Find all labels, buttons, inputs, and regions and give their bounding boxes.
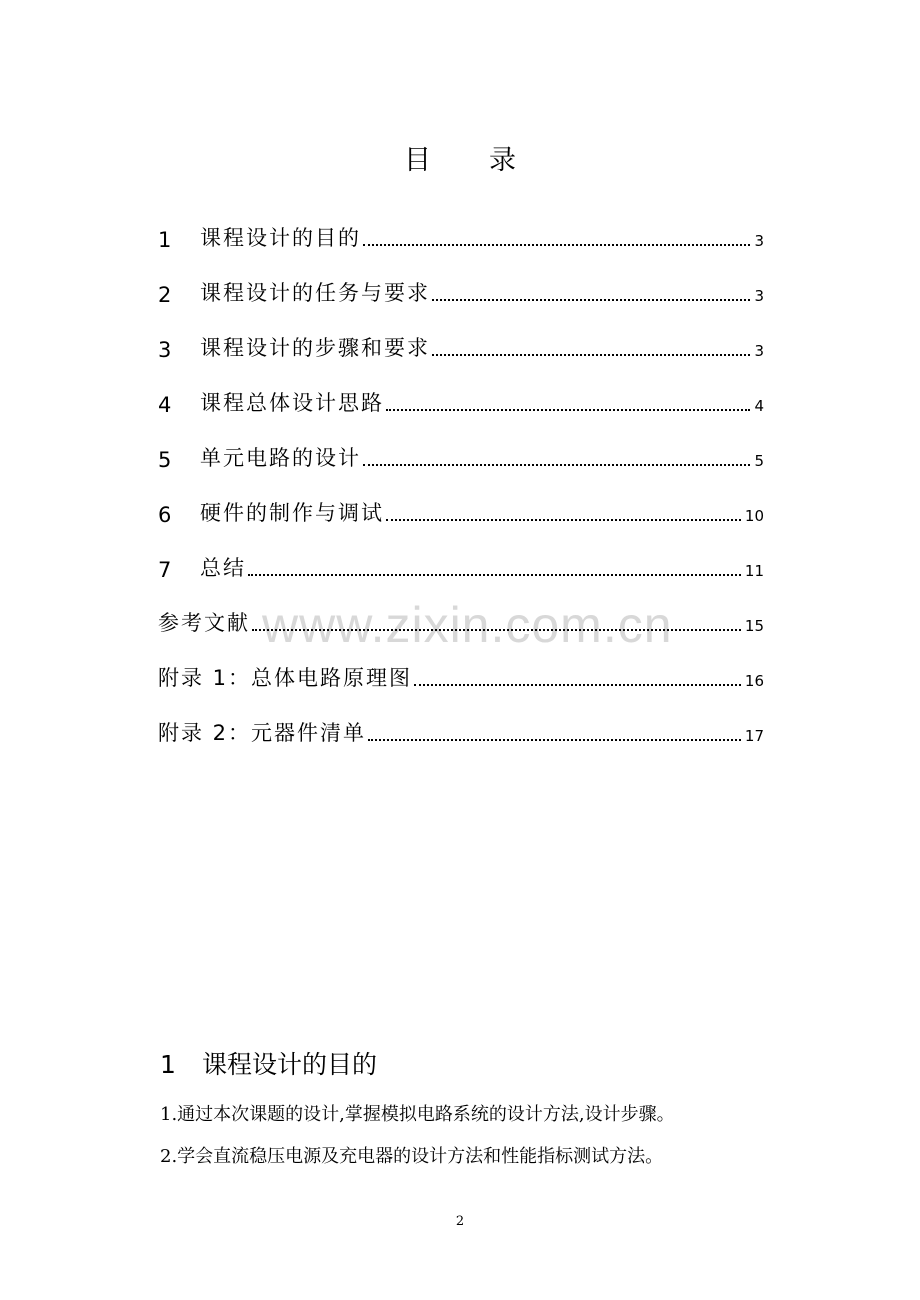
toc-entry-page: 15 [744, 617, 764, 635]
page-number: 2 [455, 1214, 465, 1229]
toc-entry-label: 附录 2：元器件清单 [158, 721, 367, 745]
toc-title: 目录 [404, 145, 574, 176]
toc-entry-number: 7 [158, 558, 172, 582]
toc-leader-dots [368, 738, 741, 741]
toc-leader-dots [414, 683, 741, 686]
toc-entry-page: 3 [754, 342, 764, 360]
toc-leader-dots [386, 518, 741, 521]
paragraph: 1.通过本次课题的设计,掌握模拟电路系统的设计方法,设计步骤。 [160, 1104, 675, 1125]
toc-entry-1[interactable] [158, 222, 764, 252]
table-of-contents [158, 222, 764, 747]
toc-entry-page: 16 [744, 672, 764, 690]
toc-entry-appendix-2[interactable] [158, 692, 764, 747]
toc-entry-5[interactable] [158, 417, 764, 472]
toc-entry-appendix-1[interactable] [158, 637, 764, 692]
toc-entry-label: 单元电路的设计 [200, 446, 361, 470]
toc-entry-7[interactable] [158, 527, 764, 582]
section-heading [160, 1045, 377, 1081]
toc-entry-number: 6 [158, 503, 172, 527]
section-number: 1 [160, 1050, 176, 1079]
toc-entry-page: 11 [744, 562, 764, 580]
toc-entry-page: 17 [744, 727, 764, 745]
toc-entry-6[interactable] [158, 472, 764, 527]
section-title: 课程设计的目的 [202, 1050, 378, 1079]
toc-entry-page: 10 [744, 507, 764, 525]
toc-entry-page: 3 [754, 232, 764, 250]
toc-leader-dots [432, 353, 750, 356]
toc-entry-label: 课程设计的步骤和要求 [200, 336, 430, 360]
toc-entry-label: 参考文献 [158, 611, 250, 635]
toc-entry-3[interactable] [158, 307, 764, 362]
toc-entry-label: 课程总体设计思路 [200, 391, 384, 415]
toc-entry-page: 4 [754, 397, 764, 415]
toc-entry-label: 课程设计的任务与要求 [200, 281, 430, 305]
watermark: www.zixin.com.cn [262, 597, 673, 653]
toc-entry-number: 5 [158, 448, 172, 472]
toc-entry-label: 附录 1：总体电路原理图 [158, 666, 413, 690]
toc-entry-4[interactable] [158, 362, 764, 417]
toc-entry-label: 总结 [200, 556, 246, 580]
toc-leader-dots [363, 463, 750, 466]
toc-entry-label: 课程设计的目的 [200, 226, 361, 250]
toc-entry-number: 3 [158, 338, 172, 362]
toc-leader-dots [432, 298, 750, 301]
paragraph: 2.学会直流稳压电源及充电器的设计方法和性能指标测试方法。 [160, 1146, 664, 1167]
toc-entry-page: 5 [754, 452, 764, 470]
toc-entry-page: 3 [754, 287, 764, 305]
toc-entry-2[interactable] [158, 252, 764, 307]
toc-leader-dots [248, 573, 741, 576]
toc-leader-dots [386, 408, 750, 411]
toc-entry-number: 4 [158, 393, 172, 417]
toc-leader-dots [252, 628, 741, 631]
toc-entry-references[interactable] [158, 582, 764, 637]
toc-entry-number: 1 [158, 228, 172, 252]
toc-entry-label: 硬件的制作与调试 [200, 501, 384, 525]
toc-leader-dots [363, 243, 750, 246]
toc-entry-number: 2 [158, 283, 172, 307]
